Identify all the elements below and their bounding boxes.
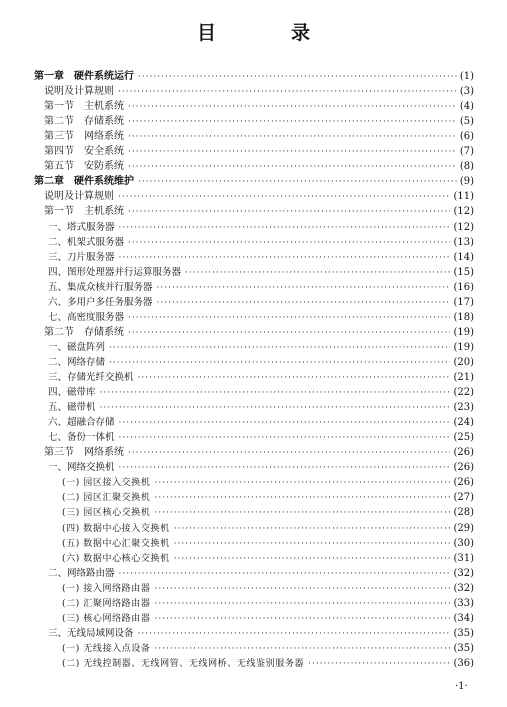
toc-entry-page: (23) [453, 402, 474, 414]
toc-entry[interactable] [44, 160, 474, 174]
toc-entry-label: (三) 园区核心交换机 [62, 508, 151, 519]
toc-entry[interactable] [44, 145, 474, 159]
toc-entry-page: (15) [453, 266, 474, 278]
toc-entry[interactable] [62, 537, 474, 551]
toc-entry-label: 二、网络存储 [48, 356, 106, 368]
toc-entry-page: (31) [453, 552, 474, 564]
toc-entry-page: (7) [459, 146, 474, 158]
toc-entry-label: 第二节 存储系统 [44, 326, 124, 338]
toc-entry-label: (六) 数据中心核心交换机 [62, 553, 170, 564]
toc-entry-label: (二) 无线控制器、无线网管、无线网桥、无线鉴别服务器 [62, 658, 305, 669]
toc-entry-label: 说明及计算规则 [44, 86, 114, 98]
toc-dot-leader [174, 537, 451, 551]
toc-dot-leader [185, 266, 450, 280]
toc-entry-label: (二) 汇聚网络路由器 [62, 598, 151, 609]
toc-dot-leader [128, 236, 450, 250]
toc-entry-page: (35) [453, 642, 474, 654]
toc-dot-leader [119, 416, 451, 430]
toc-entry-label: 说明及计算规则 [44, 191, 114, 203]
toc-entry-page: (22) [453, 387, 474, 399]
toc-entry[interactable] [44, 326, 474, 340]
toc-entry[interactable] [48, 251, 474, 265]
toc-entry-page: (26) [453, 477, 474, 489]
toc-entry[interactable] [48, 627, 474, 641]
toc-dot-leader [119, 431, 451, 445]
toc-entry-label: 一、网络交换机 [48, 462, 115, 474]
toc-entry-label: 三、刀片服务器 [48, 251, 115, 263]
toc-entry[interactable] [62, 642, 474, 656]
toc-dot-leader [128, 160, 457, 174]
toc-entry[interactable] [44, 205, 474, 219]
toc-entry-label: (五) 数据中心汇聚交换机 [62, 538, 170, 549]
toc-dot-leader [128, 326, 450, 340]
toc-dot-leader [154, 491, 450, 505]
toc-dot-leader [128, 311, 450, 325]
toc-entry[interactable] [48, 341, 474, 355]
toc-entry-label: 六、超融合存储 [48, 417, 115, 429]
toc-entry-label: 第二节 存储系统 [44, 116, 124, 128]
toc-entry[interactable] [34, 175, 474, 189]
toc-entry-label: 七、高密度服务器 [48, 311, 125, 323]
toc-entry-label: 七、备份一体机 [48, 432, 115, 444]
page-number: ·1· [455, 681, 468, 692]
toc-entry-page: (26) [453, 447, 474, 459]
toc-entry-label: (一) 接入网络路由器 [62, 583, 151, 594]
toc-entry-page: (33) [453, 597, 474, 609]
toc-entry-label: (一) 无线接入点设备 [62, 643, 151, 654]
toc-entry-page: (4) [459, 101, 474, 113]
toc-entry-label: 第一节 主机系统 [44, 206, 124, 218]
toc-dot-leader [128, 446, 450, 460]
toc-entry-page: (14) [453, 251, 474, 263]
toc-entry[interactable] [62, 491, 474, 505]
toc-entry-page: (20) [453, 356, 474, 368]
toc-dot-leader [118, 190, 450, 204]
toc-entry-label: 三、无线局域网设备 [48, 627, 134, 639]
toc-entry[interactable] [44, 115, 474, 129]
toc-entry-label: 第二章 硬件系统维护 [34, 176, 134, 188]
toc-entry-page: (9) [459, 176, 474, 188]
toc-entry-label: (二) 园区汇聚交换机 [62, 493, 151, 504]
toc-entry-label: (三) 核心网络路由器 [62, 613, 151, 624]
toc-entry-label: 二、机架式服务器 [48, 236, 125, 248]
toc-entry-page: (12) [453, 206, 474, 218]
toc-entry-label: (一) 园区接入交换机 [62, 478, 151, 489]
toc-entry[interactable] [62, 597, 474, 611]
toc-entry[interactable] [48, 236, 474, 250]
toc-entry-page: (34) [453, 612, 474, 624]
toc-entry[interactable] [48, 386, 474, 400]
toc-dot-leader [119, 251, 451, 265]
toc-entry-label: 第一章 硬件系统运行 [34, 71, 134, 82]
toc-entry[interactable] [62, 657, 474, 671]
toc-dot-leader [128, 145, 457, 159]
toc-entry-label: 四、磁带库 [48, 387, 96, 399]
toc-entry-page: (3) [459, 86, 474, 98]
toc-entry-label: 四、图形处理器并行运算服务器 [48, 266, 182, 278]
toc-dot-leader [154, 612, 450, 626]
toc-entry[interactable] [62, 582, 474, 596]
toc-entry[interactable] [44, 100, 474, 114]
toc-entry-label: 第三节 网络系统 [44, 447, 124, 459]
toc-entry[interactable] [62, 476, 474, 490]
toc-entry[interactable] [48, 461, 474, 475]
toc-dot-leader [128, 100, 457, 114]
toc-entry[interactable] [48, 371, 474, 385]
toc-entry[interactable] [48, 266, 474, 280]
toc-dot-leader [154, 582, 450, 596]
toc-entry-label: 第四节 安全系统 [44, 146, 124, 158]
toc-entry[interactable] [44, 446, 474, 460]
toc-entry-page: (36) [453, 657, 474, 669]
toc-dot-leader [157, 281, 451, 295]
toc-entry-page: (29) [453, 522, 474, 534]
toc-entry[interactable] [62, 612, 474, 626]
toc-entry[interactable] [48, 416, 474, 430]
toc-entry[interactable] [62, 522, 474, 536]
toc-entry-label: 第三节 网络系统 [44, 131, 124, 143]
toc-entry[interactable] [48, 296, 474, 310]
toc-entry-page: (32) [453, 567, 474, 579]
toc-dot-leader [100, 401, 451, 415]
toc-entry-label: 第五节 安防系统 [44, 161, 124, 173]
toc-dot-leader [100, 386, 451, 400]
toc-dot-leader [128, 205, 450, 219]
toc-entry[interactable] [48, 281, 474, 295]
toc-entry[interactable] [48, 356, 474, 370]
toc-entry-page: (27) [453, 492, 474, 504]
toc-dot-leader [174, 552, 451, 566]
toc-entry[interactable] [48, 431, 474, 445]
toc-dot-leader [154, 642, 450, 656]
toc-dot-leader [119, 221, 451, 235]
toc-entry-label: (四) 数据中心接入交换机 [62, 523, 170, 534]
toc-entry-page: (18) [453, 311, 474, 323]
toc-dot-leader [138, 371, 451, 385]
toc-entry-page: (17) [453, 296, 474, 308]
toc-entry-page: (6) [459, 131, 474, 143]
toc-dot-leader [109, 341, 450, 355]
toc-entry-page: (25) [453, 432, 474, 444]
toc-dot-leader [154, 597, 450, 611]
toc-entry[interactable] [62, 552, 474, 566]
toc-dot-leader [128, 115, 457, 129]
toc-dot-leader [308, 657, 450, 671]
toc-entry[interactable] [34, 70, 474, 84]
toc-entry[interactable] [48, 401, 474, 415]
toc-entry-page: (30) [453, 537, 474, 549]
toc-entry-page: (32) [453, 582, 474, 594]
toc-entry-page: (5) [459, 116, 474, 128]
toc-entry-page: (12) [453, 221, 474, 233]
toc-entry-label: 六、多用户多任务服务器 [48, 296, 153, 308]
toc-dot-leader [138, 175, 457, 189]
toc-entry-label: 第一节 主机系统 [44, 101, 124, 113]
toc-entry-label: 五、集成众核并行服务器 [48, 281, 153, 293]
toc-entry[interactable] [44, 85, 474, 99]
toc-dot-leader [157, 296, 451, 310]
toc-entry-page: (19) [453, 341, 474, 353]
toc-entry-page: (13) [453, 236, 474, 248]
toc-entry-page: (28) [453, 507, 474, 519]
toc-entry-page: (26) [453, 462, 474, 474]
toc-entry-label: 二、网络路由器 [48, 567, 115, 579]
toc-entry[interactable] [48, 567, 474, 581]
toc-entry-page: (21) [453, 372, 474, 383]
toc-entry[interactable] [48, 311, 474, 325]
toc-entry[interactable] [44, 190, 474, 204]
toc-dot-leader [154, 506, 450, 520]
toc-entry-page: (24) [453, 417, 474, 429]
toc-dot-leader [128, 130, 457, 144]
toc-dot-leader [138, 627, 451, 641]
toc-dot-leader [119, 567, 451, 581]
toc-entry[interactable] [48, 221, 474, 235]
toc-entry-page: (35) [453, 627, 474, 639]
toc-entry-page: (16) [453, 281, 474, 293]
toc-entry-page: (1) [459, 71, 474, 82]
toc-entry-page: (8) [459, 161, 474, 173]
toc-entry-page: (11) [453, 191, 474, 203]
toc-entry-label: 三、存储光纤交换机 [48, 372, 134, 383]
toc-entry[interactable] [62, 506, 474, 520]
toc-dot-leader [119, 461, 451, 475]
toc-entry[interactable] [44, 130, 474, 144]
toc-entry-label: 五、磁带机 [48, 402, 96, 414]
page-title: 目 录 [196, 22, 338, 44]
toc-entry-page: (19) [453, 326, 474, 338]
toc-dot-leader [118, 85, 457, 99]
toc-dot-leader [154, 476, 450, 490]
toc-dot-leader [174, 522, 451, 536]
toc-dot-leader [109, 356, 450, 370]
toc-dot-leader [138, 70, 457, 84]
toc-entry-label: 一、磁盘阵列 [48, 341, 106, 353]
toc-entry-label: 一、塔式服务器 [48, 221, 115, 233]
